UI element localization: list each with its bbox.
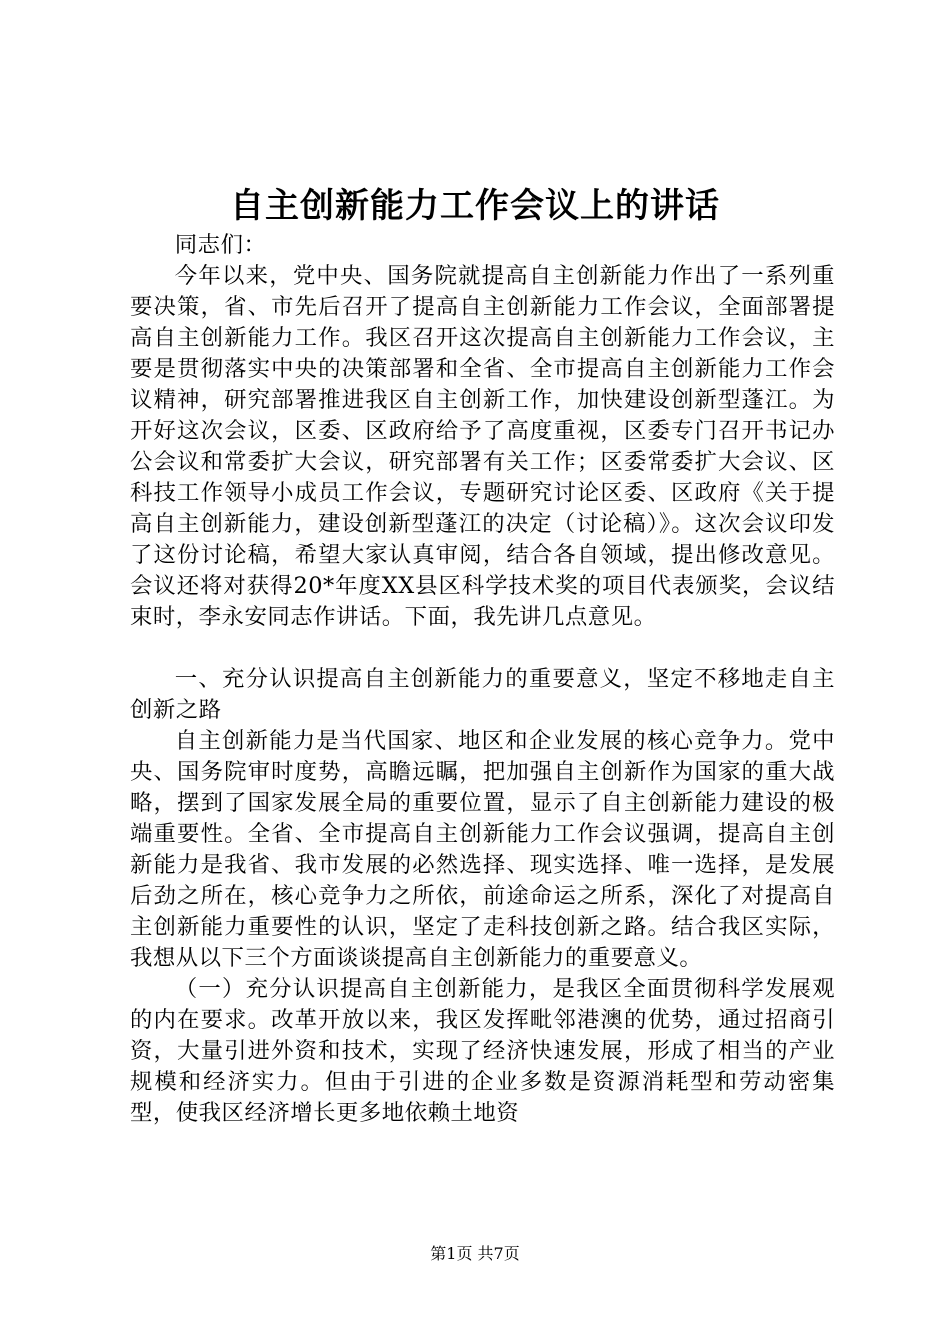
paragraph: （一）充分认识提高自主创新能力，是我区全面贯彻科学发展观的内在要求。改革开放以来，我区发挥毗邻港澳的优势，通过招商引资，大量引进外资和技术，实现了经济快速发展，形成了相当的产业规模和经济实力。但由于引进的企业多数是资源消耗型和劳动密集型，使我区经济增长更多地依赖土地资 bbox=[130, 976, 835, 1126]
paragraph: 自主创新能力是当代国家、地区和企业发展的核心竞争力。党中央、国务院审时度势，高瞻远瞩，把加强自主创新作为国家的重大战略，摆到了国家发展全局的重要位置，显示了自主创新能力建设的极端重要性。全省、全市提高自主创新能力工作会议强调，提高自主创新能力是我省、我市发展的必然选择、现实选择、唯一选择，是发展后劲之所在，核心竞争力之所依，前途命运之所系，深化了对提高自主创新能力重要性的认识，坚定了走科技创新之路。结合我区实际，我想从以下三个方面谈谈提高自主创新能力的重要意义。 bbox=[130, 728, 835, 971]
salutation: 同志们： bbox=[174, 232, 267, 258]
document-body bbox=[130, 230, 835, 1129]
paragraph: 今年以来，党中央、国务院就提高自主创新能力作出了一系列重要决策，省、市先后召开了提高自主创新能力工作会议，全面部署提高自主创新能力工作。我区召开这次提高自主创新能力工作会议，主要是贯彻落实中央的决策部署和全省、全市提高自主创新能力工作会议精神，研究部署推进我区自主创新工作，加快建设创新型蓬江。为开好这次会议，区委、区政府给予了高度重视，区委专门召开书记办公会议和常委扩大会议，研究部署有关工作；区委常委扩大会议、区科技工作领导小成员工作会议，专题研究讨论区委、区政府《关于提高自主创新能力，建设创新型蓬江的决定（讨论稿）》。这次会议印发了这份讨论稿，希望大家认真审阅，结合各自领域，提出修改意见。会议还将对获得20*年度XX县区科学技术奖的项目代表颁奖，会议结束时，李永安同志作讲话。下面，我先讲几点意见。 bbox=[130, 263, 835, 630]
document-title: 自主创新能力工作会议上的讲话 bbox=[230, 186, 720, 226]
page-number: 第1页 共7页 bbox=[430, 1244, 520, 1263]
section-heading: 一、充分认识提高自主创新能力的重要意义，坚定不移地走自主创新之路 bbox=[130, 666, 835, 723]
